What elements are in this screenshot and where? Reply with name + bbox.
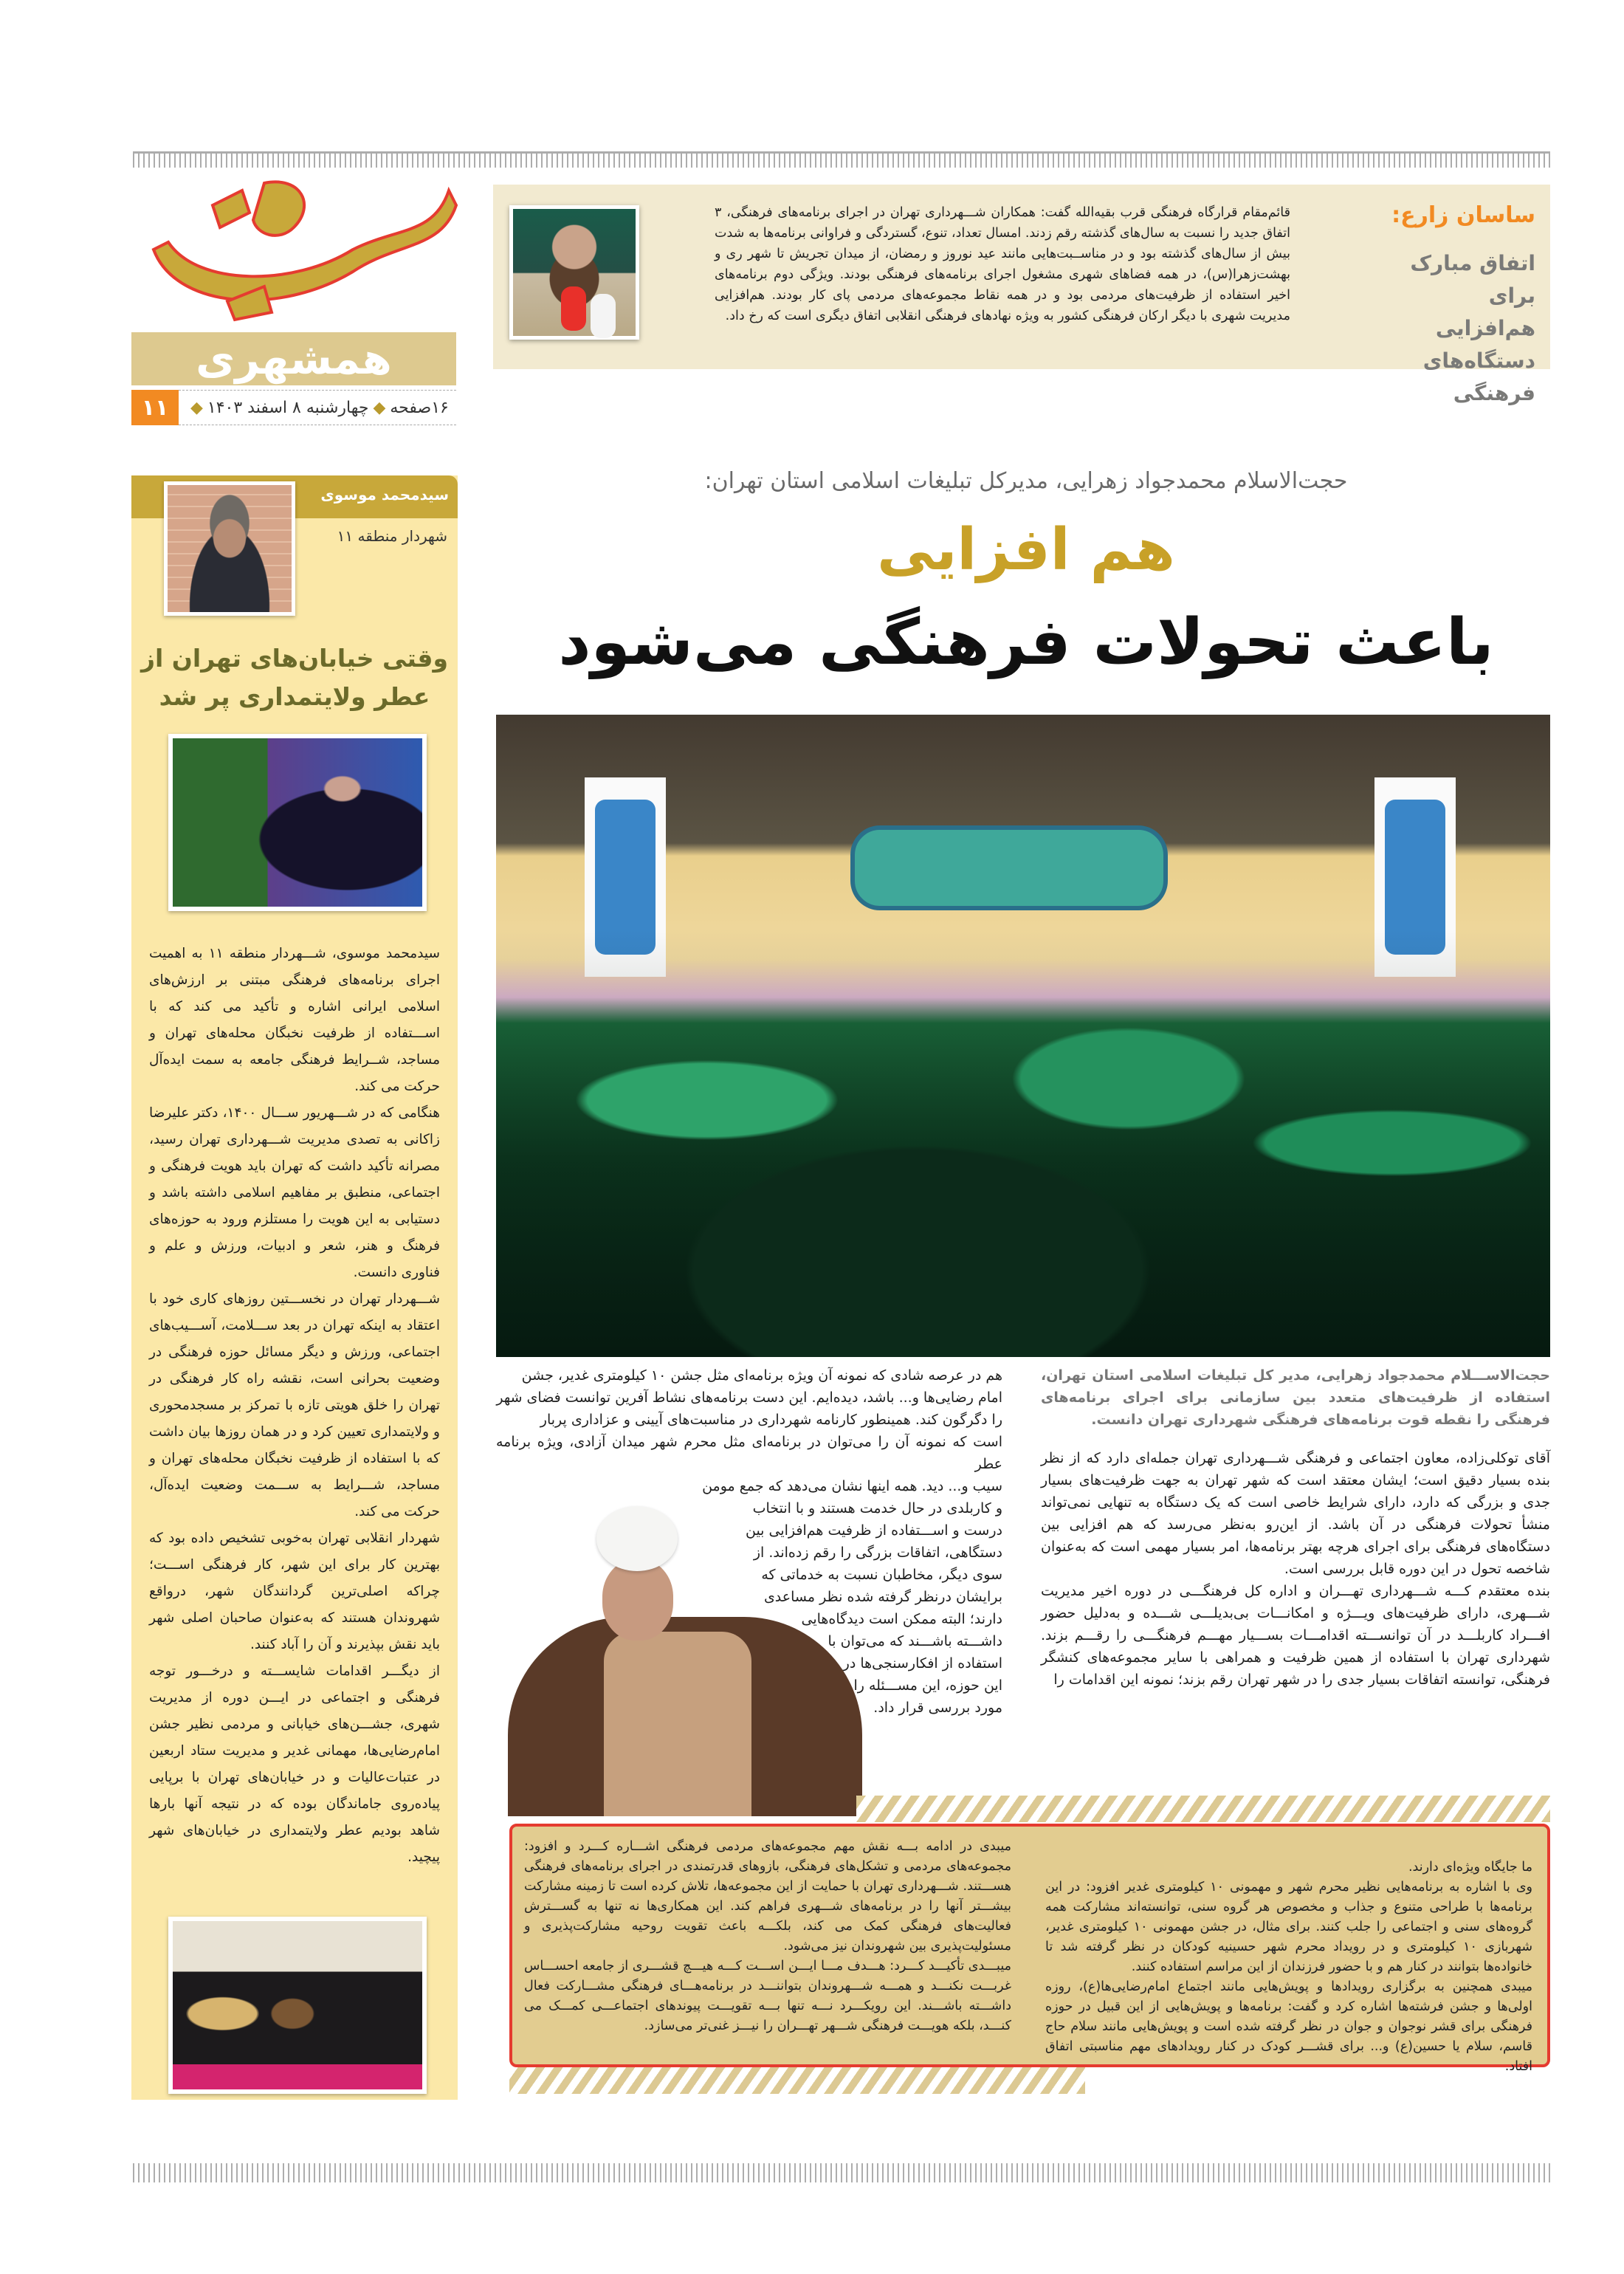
text-line: داشـــته باشـــند که می‌توان با bbox=[828, 1633, 1002, 1649]
lead-speaker-name: ساسان زارع: bbox=[1391, 202, 1535, 228]
article-deck: حجت‌الاســـلام محمدجواد زهرایی، مدیر کل تبلیغات اسلامی استان تهران، استفاده از ظرفیت‌های متعدد بین سازمانی برای اجرای برنامه‌های فرهنگی را نقطه قوت برنامه‌های فرهنگی شهرداری تهران دانست. bbox=[1041, 1367, 1550, 1428]
lead-news-box bbox=[493, 185, 1550, 405]
lead-body: قائم‌مقام قرارگاه فرهنگی قرب بقیه‌الله گفت: همکاران شـــهرداری تهران در اجرای برنامه‌های فرهنگی، ۳ اتفاق جدید را نسبت به سال‌های گذشته رقم زدند. امسال تعداد، تنوع، گستردگی و فراوانی برنامه‌ها به شدت بیش از سال‌های گذشته بود و در مناســبت‌هایی مانند عید نوروز و رمضان، از میدان تجریش تا شهر ری و بهشت‌زهرا(س)، در همه فضاهای شهری مشغول اجرای برنامه‌های فرهنگی بودند. ویژگی دوم برنامه‌های اخیر استفاده از ظرفیت‌های مردمی بود و در همه نقاط مجموعه‌های مردمی پای کار بودند. هم‌افزایی مدیریت شهری با دیگر ارکان فرهنگی کشور به ویژه نهادهای فرهنگی انقلابی اتفاق دیگری است که رخ داد. bbox=[715, 205, 1290, 323]
date-value: چهارشنبه ۸ اسفند ۱۴۰۳ bbox=[207, 398, 369, 417]
decorative-stripes bbox=[856, 1796, 1550, 1822]
text-line: سیب و... دید. همه اینها نشان می‌دهد که جمع مومن bbox=[702, 1478, 1002, 1494]
boxout-column-left bbox=[524, 1837, 1011, 2036]
logo-band bbox=[131, 332, 456, 385]
stage-calligraphy-banner bbox=[850, 825, 1168, 910]
text-line: برایشان درنظر گرفته شده نظر مساعدی bbox=[763, 1589, 1002, 1605]
turban bbox=[596, 1506, 678, 1571]
text-line: هم در عرصه شادی که نمونه آن ویژه برنامه‌ای مثل جشن ۱۰ کیلومتری غدیر، جشن bbox=[521, 1367, 1002, 1384]
logo-calligraphy-icon bbox=[131, 161, 464, 323]
text-line: این حوزه، این مســـئله را bbox=[853, 1677, 1002, 1694]
text-line: را دگرگون کند. همینطور کارنامه شهرداری در مناسبت‌های آیینی و عزاداری پربار bbox=[540, 1412, 1002, 1428]
paragraph: میبدی در ادامه بـــه نقش مهم مجموعه‌های مردمی فرهنگی اشـــاره کـــرد و افزود: مجموعه‌های مردمی و تشکل‌های فرهنگی، بازوهای قدرتمندی در اجرای برنامه‌های فرهنگی هســـتند. شـــهرداری تهران با حمایت از این مجموعه‌ها، تلاش کرده است تا زمینه مشارکت بیشـــتر آنها را در برنامه‌های شـــهری فراهم کند. این همکاری‌ها نه تنها به گســـترش فعالیت‌های فرهنگی کمک می کند، بلکـــه باعث تقویت روحیه مشارکت‌پذیری و مسئولیت‌پذیری بین شهروندان نیز می‌شود. bbox=[524, 1839, 1011, 1954]
article-kicker: حجت‌الاسلام محمدجواد زهرایی، مدیرکل تبلیغات اسلامی استان تهران: bbox=[704, 468, 1348, 494]
microphone-icon bbox=[561, 286, 586, 331]
sidebar-author-photo bbox=[164, 481, 295, 616]
boxout-column-right bbox=[1045, 1858, 1532, 2077]
logo-band-text: همشهری bbox=[196, 334, 392, 384]
article-column-right bbox=[1041, 1447, 1550, 1691]
sidebar-author-role: شهردار منطقه ۱۱ bbox=[337, 527, 447, 545]
paragraph: میبدی همچنین به برگزاری رویدادها و پویش‌هایی مانند اجتماع امام‌رضایی‌ها(ع)، روزه اولی‌ها و جشن فرشته‌ها اشاره کرد و گفت: برنامه‌ها و پویش‌هایی از این قبیل در حوزه فرهنگی برای قشر نوجوان و جوان در نظر گرفته شده است و پویش‌هایی مانند سلام حاج قاسم، سلام یا حسین(ع) و... برای قشـــر کودک در کنار رویدادهای مهم مناسبتی اتفاق افتاد. bbox=[1045, 1979, 1532, 2074]
diamond-separator-icon: ◆ bbox=[190, 398, 203, 417]
sidebar-photo-martyr-mothers bbox=[168, 1917, 427, 2094]
text-line: دارند؛ البته ممکن است دیدگاه‌هایی bbox=[801, 1611, 1002, 1627]
decorative-stripes bbox=[509, 2067, 1085, 2094]
paragraph: بنده معتقدم کـــه شـــهرداری تهـــران و اداره کل فرهنگـــی در دوره اخیر مدیریت شـــهری، دارای ظرفیت‌های ویـــژه و امکانـــات بی‌بدیلـــی شـــده و به‌دلیل حضور افـــراد کاربلـــد در آن توانســـته اقدامـــات بســـیار مهـــم فرهنگـــی را رقـــم بزند. شهرداری تهران با استفاده از همین ظرفیت و همراهی با سایر مجموعه‌های کنشگر فرهنگی، توانسته اتفاقات بسیار جدی را در شهر تهران رقم بزند؛ نمونه این اقدامات را bbox=[1041, 1583, 1550, 1688]
text-line: سوی دیگر، مخاطبان نسبت به خدماتی که bbox=[761, 1567, 1002, 1583]
sidebar-column bbox=[131, 475, 458, 2100]
paragraph: هنگامی که در شـــهریور ســـال ۱۴۰۰، دکتر علیرضا زاکانی به تصدی مدیریت شـــهرداری تهران رسید، مصرانه تأکید داشت که تهران باید هویت فرهنگی و اجتماعی، منطبق بر مفاهیم اسلامی داشته باشد و دستیابی به این هویت را مستلزم ورود به حوزه‌های فرهنگ و هنر، شعر و ادبیات، ورزش و علم و فناوری دانست. bbox=[149, 1105, 440, 1280]
sidebar-author: سیدمحمد موسوی bbox=[320, 486, 449, 504]
paragraph: آقای توکلی‌زاده، معاون اجتماعی و فرهنگی شـــهرداری تهران جمله‌ای دارد که از نظر بنده بسیار دقیق است؛ ایشان معتقد است که شهر تهران به جهت ظرفیت‌های بسیار جدی و بزرگی که دارد، دارای شرایط خاصی است که یک دستگاه به تنهایی نمی‌تواند منشأ تحولات فرهنگی در آن باشد. از این‌رو به‌نظر می‌رسد که هم افزایی بین دستگاه‌های فرهنگی برای اجرای هرچه بهتر برنامه‌ها، امر بسیار مهمی است که به‌عنوان شاخصه تحول در این دوره قابل بررسی است. bbox=[1041, 1450, 1550, 1577]
masthead-logo bbox=[131, 161, 464, 382]
paragraph: ما جایگاه ویژه‌ای دارند. bbox=[1408, 1860, 1532, 1875]
cleric-portrait-photo bbox=[508, 1506, 862, 1816]
headline-line-2: باعث تحولات فرهنگی می‌شود bbox=[558, 605, 1494, 679]
text-line: و کاربلدی در حال خدمت هستند و با انتخاب bbox=[752, 1500, 1002, 1516]
hero-photo-celebration bbox=[496, 715, 1550, 1357]
paragraph: سیدمحمد موسوی، شـــهردار منطقه ۱۱ به اهمیت اجرای برنامه‌های فرهنگی مبتنی بر ارزش‌های اسلامی ایرانی اشاره و تأکید می کند که با اســـتفاده از ظرفیت نخبگان محله‌های تهران و مساجد، شــرایط فرهنگی جامعه به سمت ایده‌آل حرکت می کند. bbox=[149, 946, 440, 1094]
crowd bbox=[496, 929, 1550, 1357]
bottom-ruler-decoration bbox=[133, 2163, 1550, 2182]
text-line: مورد بررسی قرار داد. bbox=[873, 1700, 1002, 1716]
sidebar-body bbox=[149, 941, 440, 1871]
boxout-panel bbox=[509, 1824, 1550, 2074]
lead-headline bbox=[1388, 202, 1535, 410]
paragraph: میبـــدی تأکیـــد کـــرد: هـــدف مـــا ایـــن اســـت کـــه هیـــچ قشـــری از جامعه احســـاس غربـــت نکنـــد و همـــه شـــهروندان بتواننـــد در برنامه‌هـــای فرهنگی مشـــارکت فعال داشـــته باشـــند. این رویکـــرد نـــه تنها بـــه تقویـــت پیوندهای اجتماعـــی کمـــک می کنـــد، بلکه هویـــت فرهنگی شـــهر تهـــران را نیـــز غنی‌تر می‌سازد. bbox=[524, 1959, 1011, 2033]
paragraph: وی با اشاره به برنامه‌هایی نظیر محرم شهر و مهمونی ۱۰ کیلومتری غدیر افزود: در این برنامه‌ها با طراحی متنوع و جذاب و مخصوص هر گروه سنی، توانسته‌اند مشارکت همه گروه‌های سنی و اجتماعی را جلب کنند. برای مثال، در جشن مهمونی ۱۰ کیلومتری غدیر، شهربازی ۱۰ کیلومتری و در رویداد محرم شهر حسینیه کودکان در نظر گرفته شد تا خانواده‌ها بتوانند در کنار هم و با حضور فرزندان از این مراسم استفاده کنند. bbox=[1045, 1880, 1532, 1974]
paragraph: شـــهردار تهران در نخســـتین روزهای کاری خود با اعتقاد به اینکه تهران در بعد ســـلامت، آســـیب‌های اجتماعی، ورزش و دیگر مسائل حوزه فرهنگی در وضعیت بحرانی است، نقشه راه کار فرهنگی در تهران را خلق هویتی تازه با تمرکز بر مسجدمحوری و ولایتمداری تعیین کرد و در همان روزها بیان داشت که با استفاده از ظرفیت نخبگان محله‌های تهران و مساجد، شـــرایط به ســـمت وضعیت ایده‌آل، حرکت می کند. bbox=[149, 1291, 440, 1519]
microphone-icon bbox=[591, 294, 616, 338]
sidebar-photo-ceremony bbox=[168, 734, 427, 911]
text-line: درست و اســـتفاده از ظرفیت هم‌افزایی بین bbox=[745, 1522, 1002, 1539]
diamond-separator-icon: ◆ bbox=[373, 398, 386, 417]
paragraph: از دیگـــر اقدامات شایســـته و درخـــور توجه فرهنگی و اجتماعی در ایـــن دوره از مدیریت شهری، جشـــن‌های خیابانی و مردمی نظیر جشن امام‌رضایی‌ها، مهمانی غدیر و مدیریت ستاد اربعین در عتبات‌عالیات و در خیابان‌های تهران با برپایی پیاده‌روی جاماندگان بوده که در نتیجه آنها بارها شاهد بودیم عطر ولایتمداری در خیابان‌های شهر پیچید. bbox=[149, 1663, 440, 1865]
page-count: ۱۶صفحه bbox=[390, 398, 449, 417]
lead-portrait-photo bbox=[509, 205, 639, 340]
sidebar-title: وقتی خیابان‌های تهران از عطر ولایتمداری پر شد bbox=[140, 644, 449, 711]
date-strip bbox=[131, 390, 456, 425]
issue-date bbox=[179, 390, 456, 425]
svg-text:مسیر خدمت: مسیر خدمت bbox=[278, 258, 317, 267]
text-line: است که نمونه آن را می‌توان در برنامه‌ای مثل محرم شهر میدان آزادی، ویژه برنامه عطر bbox=[496, 1434, 1002, 1472]
lead-title: اتفاق مبارک برای هم‌افزایی دستگاه‌های فرهنگی bbox=[1410, 251, 1535, 405]
headline-line-1: هم افزایی bbox=[877, 517, 1175, 583]
text-line: امام رضایی‌ها و... باشد، دیده‌ایم. این دست برنامه‌های نشاط آفرین توانست فضای شهر bbox=[496, 1390, 1002, 1406]
paragraph: شهردار انقلابی تهران به‌خوبی تشخیص داده بود که بهترین کار برای این شهر، کار فرهنگی اســـت؛ چراکه اصلی‌ترین گردانندگان شهر، درواقع شهروندان هستند که به‌عنوان صاحبان اصلی شهر باید نقش بپذیرند و آن را آباد کنند. bbox=[149, 1531, 440, 1652]
text-line: دستگاهی، اتفاقات بزرگی را رقم زده‌اند. از bbox=[753, 1545, 1002, 1561]
text-line: استفاده از افکارسنجی‌ها در bbox=[842, 1655, 1002, 1672]
page-number: ۱۱ bbox=[131, 390, 179, 425]
